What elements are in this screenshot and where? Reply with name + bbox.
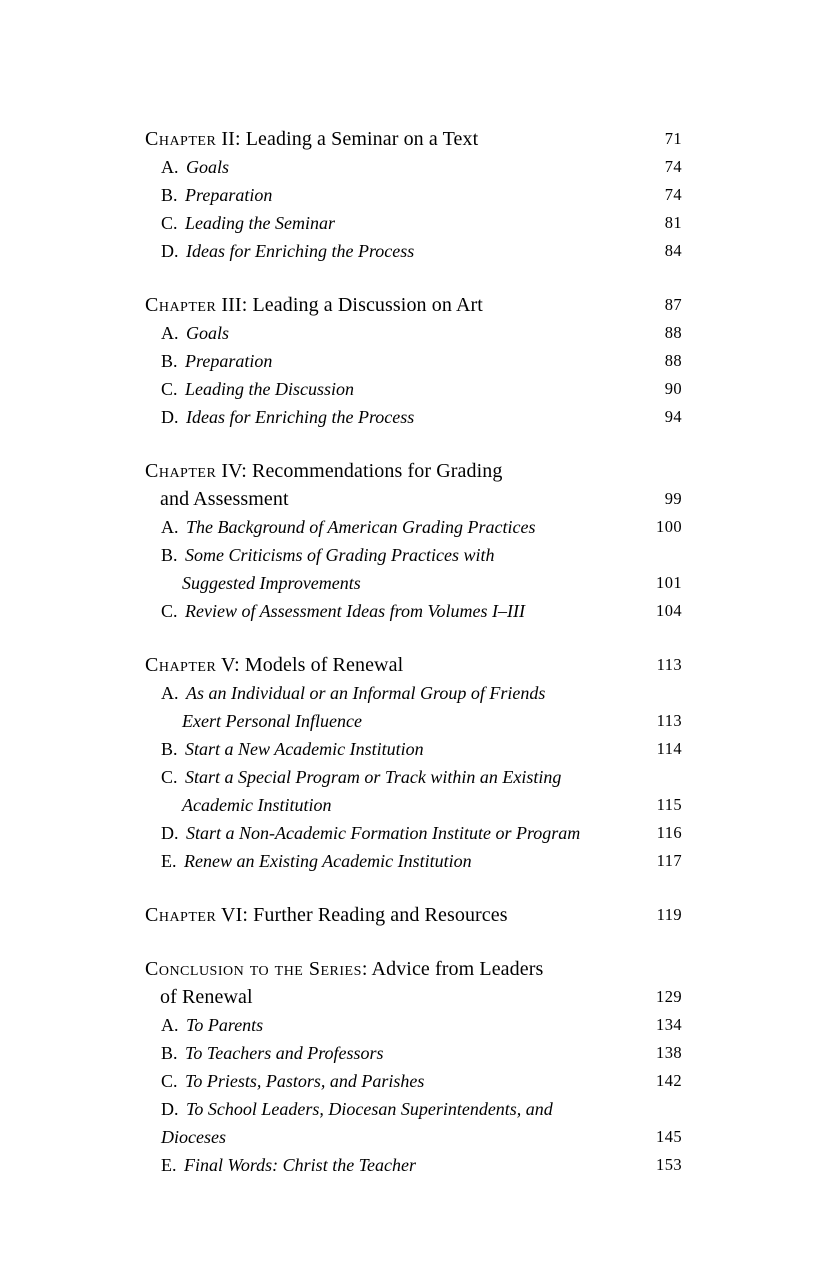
toc-section-letter: C. [161,767,178,787]
toc-page-number: 99 [664,489,682,508]
toc-section-entry[interactable] [145,403,682,431]
toc-section-entry[interactable] [145,181,682,209]
toc-page-number: 116 [656,823,682,842]
toc-section-entry[interactable] [145,1067,682,1095]
toc-block [145,125,682,265]
toc-page-number: 84 [664,241,682,260]
toc-section-title-line2: Suggested Improvements [182,573,361,593]
toc-chapter-numeral: IV [221,460,242,482]
toc-section-letter: D. [161,241,179,261]
toc-section-title-text: Ideas for Enriching the Process [186,407,415,427]
toc-chapter-title-line2: and Assessment [160,488,289,510]
toc-section-letter: C. [161,379,178,399]
toc-page-number: 90 [664,379,682,398]
toc-section-entry[interactable] [145,847,682,875]
toc-chapter-separator: : [234,654,240,676]
toc-chapter-separator: : [361,958,368,980]
toc-page-number: 113 [656,711,682,730]
toc-section-title [161,375,682,403]
toc-section-entry[interactable] [145,597,682,625]
toc-section-letter: B. [161,185,178,205]
toc-section-letter: C. [161,213,178,233]
toc-chapter-title [145,651,682,679]
toc-section-title [161,597,682,625]
toc-chapter-label: Conclusion to the Series [145,958,362,980]
toc-section-title-text: Renew an Existing Academic Institution [184,851,472,871]
toc-section-title-line2: Exert Personal Influence [182,711,362,731]
toc-section-letter: D. [161,407,179,427]
toc-page-number: 104 [656,601,682,620]
toc-section-letter: D. [161,823,179,843]
toc-page-number: 87 [664,295,682,314]
toc-chapter-title [145,291,682,319]
toc-section-letter: B. [161,545,178,565]
toc-page-number: 117 [656,851,682,870]
toc-chapter-title-text: Models of Renewal [244,654,404,676]
toc-chapter-title-line2: of Renewal [160,986,253,1008]
toc-chapter-numeral: II [221,128,235,150]
toc-section-entry[interactable] [145,347,682,375]
toc-section-title [161,181,682,209]
toc-section-title-text: The Background of American Grading Practices [186,517,536,537]
toc-section-title [161,735,682,763]
toc-section-title [161,153,682,181]
toc-section-letter: C. [161,601,178,621]
toc-chapter-title [145,955,682,1011]
toc-page-number: 129 [656,987,682,1006]
toc-section-letter: A. [161,1015,179,1035]
toc-chapter-title-text: Recommendations for Grading [252,460,503,482]
toc-section-title [161,679,682,735]
toc-section-title-text: To Parents [186,1015,264,1035]
toc-section-title [161,319,682,347]
toc-chapter-entry[interactable] [145,457,682,513]
toc-section-title [161,513,682,541]
toc-section-title [161,347,682,375]
toc-chapter-title [145,125,682,153]
toc-section-entry[interactable] [145,1151,682,1179]
toc-section-title [161,1011,682,1039]
toc-section-title-text: To Priests, Pastors, and Parishes [185,1071,425,1091]
toc-section-entry[interactable] [145,679,682,735]
toc-section-letter: A. [161,157,179,177]
toc-page-number: 101 [656,573,682,592]
toc-block [145,901,682,929]
toc-section-entry[interactable] [145,763,682,819]
toc-section-title [161,541,682,597]
toc-section-entry[interactable] [145,541,682,597]
toc-section-entry[interactable] [145,237,682,265]
toc-section-letter: A. [161,517,179,537]
toc-page-number: 153 [656,1155,682,1174]
toc-chapter-numeral: III [221,294,242,316]
toc-chapter-entry[interactable] [145,651,682,679]
toc-section-title [161,1067,682,1095]
toc-chapter-title [145,457,682,513]
toc-section-title-line2: Academic Institution [182,795,332,815]
toc-chapter-separator: : [241,294,248,316]
toc-section-title-text: As an Individual or an Informal Group of Friends [186,683,546,703]
toc-chapter-entry[interactable] [145,291,682,319]
toc-chapter-title [145,901,682,929]
toc-page-number: 74 [664,157,682,176]
toc-page-number: 145 [656,1127,682,1146]
toc-section-entry[interactable] [145,375,682,403]
toc-section-title-text: Leading the Discussion [185,379,355,399]
toc-section-entry[interactable] [145,735,682,763]
toc-page-number: 134 [656,1015,682,1034]
toc-block [145,955,682,1179]
toc-page-number: 81 [664,213,682,232]
toc-section-letter: E. [161,1155,177,1175]
toc-section-letter: A. [161,683,179,703]
toc-chapter-numeral: VI [221,904,243,926]
toc-block [145,457,682,625]
toc-page-number: 119 [656,905,682,924]
toc-chapter-separator: : [241,460,247,482]
toc-page-number: 142 [656,1071,682,1090]
toc-chapter-label: Chapter [145,294,217,316]
toc-chapter-title-text: Advice from Leaders [371,958,544,980]
toc-section-entry[interactable] [145,209,682,237]
toc-page-number: 138 [656,1043,682,1062]
toc-section-entry[interactable] [145,819,682,847]
toc-section-title-text: Goals [186,157,230,177]
toc-section-letter: E. [161,851,177,871]
toc-section-entry[interactable] [145,153,682,181]
toc-page-number: 114 [656,739,682,758]
toc-section-letter: B. [161,1043,178,1063]
toc-block [145,651,682,875]
toc-section-entry[interactable] [145,1095,682,1151]
toc-chapter-separator: : [234,128,241,150]
toc-section-title-text: To School Leaders, Diocesan Superintendents, and Dioceses [161,1099,553,1147]
toc-section-title-text: Goals [186,323,230,343]
toc-section-title-text: Leading the Seminar [185,213,336,233]
toc-page-number: 94 [664,407,682,426]
toc-page-number: 115 [656,795,682,814]
toc-section-title [161,847,682,875]
toc-section-title [161,1151,682,1179]
toc-section-title [161,819,682,847]
toc-section-entry[interactable] [145,319,682,347]
toc-chapter-label: Chapter [145,654,217,676]
toc-section-title [161,237,682,265]
toc-page-number: 100 [656,517,682,536]
toc-chapter-entry[interactable] [145,125,682,153]
toc-section-entry[interactable] [145,1039,682,1067]
toc-section-title-text: Ideas for Enriching the Process [186,241,415,261]
toc-chapter-entry[interactable] [145,955,682,1011]
toc-section-title-text: To Teachers and Professors [185,1043,384,1063]
toc-chapter-label: Chapter [145,904,217,926]
toc-section-title [161,763,682,819]
toc-section-title [161,403,682,431]
toc-section-letter: D. [161,1099,179,1119]
toc-section-title-text: Start a New Academic Institution [185,739,424,759]
toc-chapter-title-text: Further Reading and Resources [253,904,508,926]
toc-page-number: 113 [656,655,682,674]
toc-page-number: 88 [664,323,682,342]
toc-page-number: 71 [664,129,682,148]
table-of-contents [145,125,682,1179]
toc-section-letter: B. [161,739,178,759]
toc-section-title [161,209,682,237]
toc-section-entry[interactable] [145,1011,682,1039]
toc-chapter-label: Chapter [145,128,217,150]
toc-section-entry[interactable] [145,513,682,541]
toc-section-letter: A. [161,323,179,343]
toc-chapter-numeral: V [221,654,235,676]
toc-chapter-entry[interactable] [145,901,682,929]
toc-chapter-label: Chapter [145,460,217,482]
toc-chapter-separator: : [242,904,249,926]
toc-page-number: 74 [664,185,682,204]
toc-section-letter: B. [161,351,178,371]
toc-section-title-text: Start a Special Program or Track within an Existing [185,767,562,787]
toc-section-letter: C. [161,1071,178,1091]
toc-block [145,291,682,431]
toc-section-title-text: Final Words: Christ the Teacher [184,1155,417,1175]
toc-page-number: 88 [664,351,682,370]
toc-section-title-text: Some Criticisms of Grading Practices with [185,545,495,565]
toc-section-title-text: Review of Assessment Ideas from Volumes I–III [185,601,525,621]
toc-section-title [161,1039,682,1067]
toc-chapter-title-text: Leading a Seminar on a Text [245,128,479,150]
toc-section-title [161,1095,682,1151]
toc-chapter-title-text: Leading a Discussion on Art [252,294,483,316]
toc-section-title-text: Preparation [185,185,273,205]
toc-section-title-text: Start a Non-Academic Formation Institute or Program [186,823,581,843]
toc-section-title-text: Preparation [185,351,273,371]
